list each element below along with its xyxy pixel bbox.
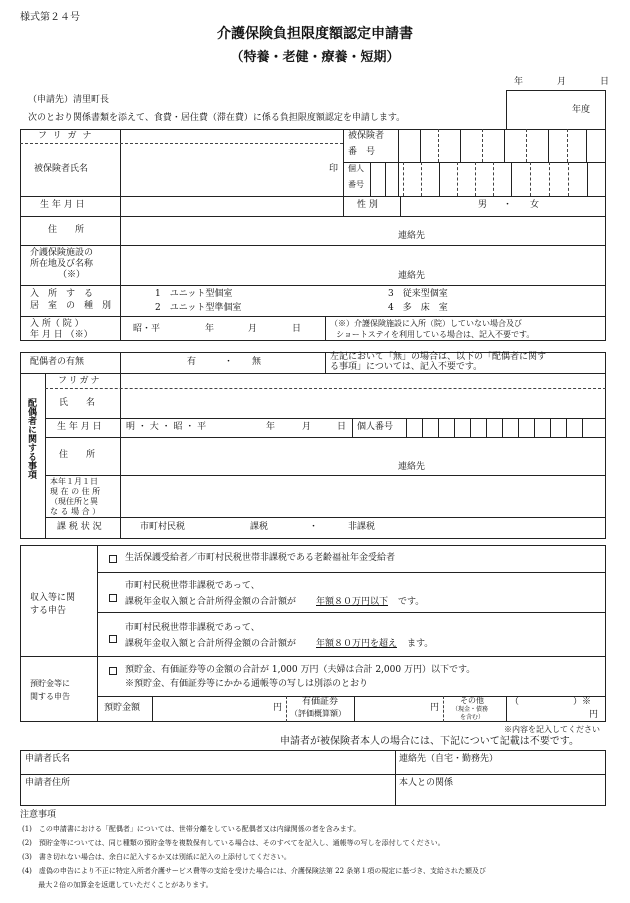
room-type-label: 入 所 す る [30,289,94,299]
applicant-name-label: 申請者氏名 [25,754,71,764]
date-month: 月 [557,77,567,87]
income-option-3-checkbox[interactable] [109,635,117,643]
note-item: (2) 預貯金等については、同じ種類の預貯金等を複数保有している場合は、そのすべてを記入し、通帳等の写しを添付してください。 [22,839,445,847]
fiscal-year-label: 年度 [572,105,591,115]
other-assets-label: その他 [460,696,484,705]
savings-attachment-note: ※預貯金、有価証券等にかかる通帳等の写しは別添のとおり [125,679,369,689]
applicant-relation-label: 本人との関係 [399,778,454,788]
applicant-address-input[interactable] [21,790,394,805]
spouse-presence-note: 左記において「無」の場合は、以下の「配偶者に関す [330,352,547,362]
notes-title: 注意事項 [20,810,57,820]
spouse-side-label: 配偶者に関する事項 [26,398,36,479]
insured-name-input[interactable] [121,144,321,195]
spouse-contact-label: 連絡先 [398,462,426,472]
tax-exempt[interactable]: 非課税 [348,522,376,532]
securities-label: 有価証券 [302,697,339,707]
address-input[interactable] [121,217,391,244]
furigana-label: フリガナ [38,131,98,141]
savings-checkbox[interactable] [109,667,117,675]
personal-number-label: 個人 [348,164,364,173]
facility-label: 介護保険施設の [30,248,94,258]
deposit-label: 預貯金額 [104,703,141,713]
address-label: 住 所 [48,225,85,235]
spouse-furigana-input[interactable] [121,374,605,387]
admission-note: （※）介護保険施設に入所（院）していない場合及び [330,319,522,328]
note-item: (1) この申請書における「配偶者」については、世帯分離をしている配偶者又は内縁関係の者を含みます。 [22,825,361,833]
insured-number-label: 被保険者 [348,131,385,141]
other-assets-note: ※内容を記入してください [504,725,600,734]
room-option-1[interactable]: 1 ユニット型個室 [155,289,233,299]
date-day: 日 [600,77,610,87]
spouse-personal-number-input[interactable] [407,419,605,436]
income-label: 収入等に関 [30,593,76,603]
note-item: (3) 書き切れない場合は、余白に記入するか又は別紙に記入の上添付してください。 [22,853,291,861]
form-number: 様式第２４号 [20,12,80,23]
furigana-input[interactable] [121,130,342,142]
spouse-presence-label: 配偶者の有無 [30,357,85,367]
note-item: (4) 虚偽の申告により不正に特定入所者介護サービス費等の支給を受けた場合には、介護保険法第 22 条第１項の規定に基づき、支給された額及び [22,867,486,875]
applicant-contact-label: 連絡先（自宅・勤務先） [399,754,499,764]
applicant-address-label: 申請者住所 [25,778,71,788]
fiscal-year-box[interactable] [506,90,606,130]
other-assets-type[interactable]: （ ）※ [510,697,592,707]
insured-name-label: 被保険者氏名 [34,164,89,174]
intro-text: 次のとおり関係書類を添えて、食費・居住費（滞在費）に係る負担限度額認定を申請します。 [28,113,406,123]
savings-label: 預貯金等に [30,679,70,688]
personal-number-input[interactable] [371,163,605,195]
admission-era[interactable]: 昭・平 [133,324,161,334]
jan1-address-label: 本年１月１日 [50,477,98,486]
room-option-2[interactable]: 2 ユニット型準個室 [155,303,242,313]
facility-input[interactable] [121,246,391,284]
sex-male[interactable]: 男 [478,200,488,210]
spouse-address-input[interactable] [121,438,391,474]
admission-label: 入 所（ 院 ） [30,319,84,329]
jan1-address-input[interactable] [121,476,605,516]
tax-status-label: 課 税 状 況 [57,522,102,532]
facility-contact-label: 連絡先 [398,271,426,281]
securities-input[interactable] [355,697,427,721]
income-option-2-checkbox[interactable] [109,594,117,602]
tax-taxed[interactable]: 課税 [250,522,269,532]
insured-number-input[interactable] [421,130,605,161]
page-subtitle: （特養・老健・療養・短期） [230,50,400,65]
income-option-1-checkbox[interactable] [109,555,117,563]
birth-input[interactable] [121,197,342,215]
spouse-yes[interactable]: 有 [187,357,197,367]
sex-female[interactable]: 女 [530,200,540,210]
contact-label: 連絡先 [398,231,426,241]
deposit-input[interactable] [153,697,268,721]
seal-mark: 印 [329,164,339,174]
page-title: 介護保険負担限度額認定申請書 [217,26,413,42]
sex-label: 性 別 [357,200,378,210]
spouse-name-input[interactable] [121,389,605,417]
income-option-2: 市町村民税世帯非課税であって、 [125,581,260,591]
spouse-furigana-label: フリガナ [58,376,102,386]
room-option-4[interactable]: 4 多 床 室 [388,303,448,313]
spouse-birth-era[interactable]: 明 ・ 大 ・ 昭 ・ 平 [126,422,207,432]
savings-statement: 預貯金、有価証券等の金額の合計が 1,000 万円（夫婦は合計 2,000 万円）以下です。 [125,665,476,675]
birth-label: 生 年 月 日 [40,200,85,210]
income-option-3: 市町村民税世帯非課税であって、 [125,623,260,633]
room-option-3[interactable]: 3 従来型個室 [388,289,448,299]
applicant-note: 申請者が被保険者本人の場合には、下記について記載は不要です。 [280,736,579,747]
income-option-1: 生活保護受給者／市町村民税世帯非課税である老齢福祉年金受給者 [125,553,396,563]
spouse-no[interactable]: 無 [252,357,262,367]
note-item: 最大２倍の加算金を返還していただくことがあります。 [22,881,213,889]
spouse-address-label: 住 所 [59,450,96,460]
applicant-name-input[interactable] [21,766,394,774]
spouse-personal-number-label: 個人番号 [357,422,394,432]
date-year: 年 [514,77,524,87]
recipient: （申請先）清里町長 [28,95,110,105]
spouse-birth-label: 生 年 月 日 [57,422,102,432]
spouse-name-label: 氏 名 [59,398,96,408]
